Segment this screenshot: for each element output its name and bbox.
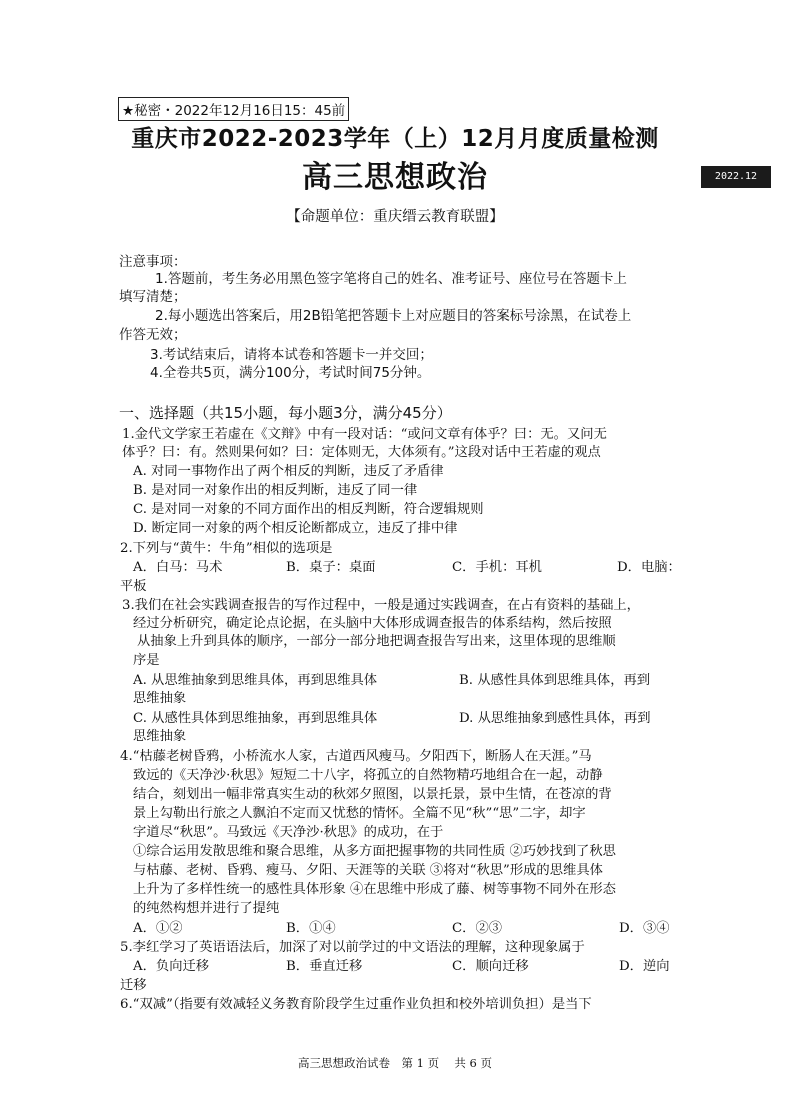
option-d-continued: 迁移: [120, 978, 147, 993]
notice-line: 填写清楚；: [119, 289, 187, 305]
secret-label: ★秘密・2022年12月16日15：45前: [118, 97, 349, 121]
question-stem: 结合，刻划出一幅非常真实生动的秋郊夕照图，以景托景，景中生情，在苍凉的背: [133, 787, 612, 802]
option-a: A. 对同一事物作出了两个相反的判断，违反了矛盾律: [133, 464, 444, 479]
option-d-continued: 思维抽象: [133, 729, 187, 744]
option-b-continued: 思维抽象: [133, 691, 187, 706]
option-b: B．桌子：桌面: [286, 560, 376, 575]
question-stem: 4.“枯藤老树昏鸦，小桥流水人家，古道西风瘦马。夕阳西下，断肠人在天涯。”马: [120, 749, 592, 764]
notice-line: 2.每小题选出答案后，用2B铅笔把答题卡上对应题目的答案标号涂黑，在试卷上: [155, 308, 632, 324]
issuing-unit: 【命题单位：重庆缙云教育联盟】: [286, 209, 504, 225]
option-c: C. 是对同一对象的不同方面作出的相反判断，符合逻辑规则: [133, 502, 484, 517]
option-d: D．③④: [619, 921, 670, 936]
notice-line: 3.考试结束后，请将本试卷和答题卡一并交回；: [150, 347, 433, 363]
notice-line: 作答无效；: [119, 327, 187, 343]
question-stem: 1.金代文学家王若虚在《文辩》中有一段对话：“或问文章有体乎？曰：无。又问无: [122, 427, 607, 442]
notice-heading: 注意事项：: [119, 254, 187, 270]
subject-title: 高三思想政治: [302, 160, 488, 195]
option-d: D．逆向: [619, 959, 670, 974]
option-c: C．手机：耳机: [452, 560, 542, 575]
option-d: D. 断定同一对象的两个相反论断都成立，违反了排中律: [133, 521, 458, 536]
option-a: A．白马：马术: [133, 560, 223, 575]
section-heading: 一、选择题（共15小题，每小题3分，满分45分）: [119, 404, 452, 422]
notice-line: 4.全卷共5页，满分100分，考试时间75分钟。: [150, 365, 431, 381]
option-a: A．负向迁移: [133, 959, 210, 974]
option-b: B. 是对同一对象作出的相反判断，违反了同一律: [133, 483, 418, 498]
statement-list: 的纯然构想并进行了提纯: [133, 901, 280, 916]
statement-list: 与枯藤、老树、昏鸦、瘦马、夕阳、天涯等的关联 ③将对“秋思”形成的思维具体: [133, 863, 603, 878]
question-stem: 2.下列与“黄牛：牛角”相似的选项是: [120, 541, 333, 556]
page-footer: 高三思想政治试卷 第 1 页 共 6 页: [298, 1056, 492, 1070]
option-a: A. 从思维抽象到思维具体，再到思维具体: [133, 673, 378, 688]
option-b: B．①④: [286, 921, 336, 936]
option-c: C. 从感性具体到思维抽象，再到思维具体: [133, 711, 378, 726]
date-stamp: 2022.12: [701, 166, 771, 188]
question-stem: 5.李红学习了英语语法后，加深了对以前学过的中文语法的理解，这种现象属于: [120, 940, 585, 955]
option-b: B. 从感性具体到思维具体，再到: [459, 673, 651, 688]
question-stem: 6.“双减”（指要有效减轻义务教育阶段学生过重作业负担和校外培训负担）是当下: [120, 997, 592, 1012]
option-d-continued: 平板: [120, 579, 147, 594]
question-stem: 致远的《天净沙·秋思》短短二十八字，将孤立的自然物精巧地组合在一起，动静: [133, 768, 603, 783]
question-stem: 景上勾勒出行旅之人飘泊不定而又忧愁的情怀。全篇不见“秋”“思”二字，却字: [133, 806, 586, 821]
option-d: D. 从思维抽象到感性具体，再到: [459, 711, 651, 726]
option-b: B．垂直迁移: [286, 959, 363, 974]
option-a: A．①②: [133, 921, 183, 936]
question-stem: 序是: [133, 653, 160, 668]
question-stem: 3.我们在社会实践调查报告的写作过程中，一般是通过实践调查，在占有资料的基础上，: [122, 598, 640, 613]
question-stem: 从抽象上升到具体的顺序，一部分一部分地把调查报告写出来，这里体现的思维顺: [137, 634, 616, 649]
statement-list: 上升为了多样性统一的感性具体形象 ④在思维中形成了藤、树等事物不同外在形态: [133, 882, 616, 897]
exam-title: 重庆市2022-2023学年（上）12月月度质量检测: [131, 126, 659, 152]
option-d: D．电脑：: [617, 560, 681, 575]
notice-line: 1.答题前，考生务必用黑色签字笔将自己的姓名、准考证号、座位号在答题卡上: [155, 271, 627, 287]
question-stem: 体乎？曰：有。然则果何如？曰：定体则无，大体须有。”这段对话中王若虚的观点: [122, 445, 601, 460]
question-stem: 字道尽“秋思”。马致远《天净沙·秋思》的成功，在于: [133, 825, 444, 840]
statement-list: ①综合运用发散思维和聚合思维，从多方面把握事物的共同性质 ②巧妙找到了秋思: [133, 844, 616, 859]
question-stem: 经过分析研究，确定论点论据，在头脑中大体形成调查报告的体系结构，然后按照: [133, 616, 612, 631]
option-c: C．②③: [452, 921, 503, 936]
option-c: C．顺向迁移: [452, 959, 529, 974]
